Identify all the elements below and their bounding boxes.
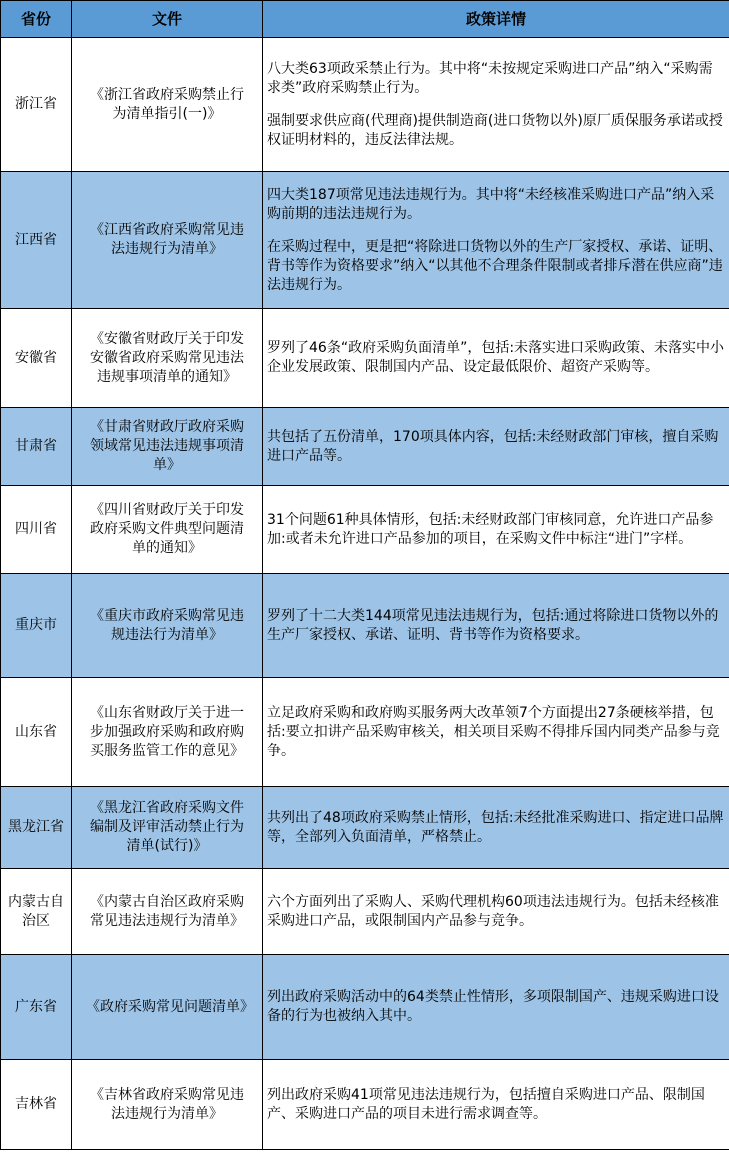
file-cell: 《江西省政府采购常见违法违规行为清单》: [72, 172, 263, 309]
file-cell: 《吉林省政府采购常见违法违规行为清单》: [72, 1060, 263, 1150]
table-header-row: [1, 1, 729, 38]
province-cell: 广东省: [1, 955, 72, 1060]
detail-paragraph: 立足政府采购和政府购买服务两大改革领7个方面提出27条硬核举措，包括:要立扣讲产品采购审核关，相关项目采购不得排斥国内同类产品参与竞争。: [267, 704, 720, 759]
detail-cell: [263, 408, 729, 486]
detail-paragraph: 罗列了十二大类144项常见违法违规行为，包括:通过将除进口货物以外的生产厂家授权、承诺、证明、背书等作为资格要求。: [267, 607, 719, 643]
detail-paragraph: 八大类63项政采禁止行为。其中将“未按规定采购进口产品”纳入“采购需求类”政府采购禁止行为。: [267, 60, 713, 96]
province-cell: 吉林省: [1, 1060, 72, 1150]
detail-paragraph: 共包括了五份清单，170项具体内容，包括:未经财政部门审核，擅自采购进口产品等。: [267, 428, 719, 464]
table-row: [1, 1060, 729, 1150]
table-row: [1, 787, 729, 869]
table-row: [1, 309, 729, 408]
detail-cell: [263, 1060, 729, 1150]
header-province: 省份: [1, 1, 72, 38]
file-cell: 《山东省财政厅关于进一步加强政府采购和政府购买服务监管工作的意见》: [72, 678, 263, 787]
province-cell: 山东省: [1, 678, 72, 787]
file-cell: 《政府采购常见问题清单》: [72, 955, 263, 1060]
file-cell: 《内蒙古自治区政府采购常见违法违规行为清单》: [72, 869, 263, 955]
table-row: [1, 486, 729, 574]
file-cell: 《重庆市政府采购常见违规违法行为清单》: [72, 574, 263, 678]
header-file: 文件: [72, 1, 263, 38]
detail-cell: [263, 869, 729, 955]
province-cell: 江西省: [1, 172, 72, 309]
table-row: [1, 38, 729, 172]
detail-cell: [263, 574, 729, 678]
file-cell: 《安徽省财政厅关于印发安徽省政府采购常见违法违规事项清单的通知》: [72, 309, 263, 408]
header-detail: 政策详情: [263, 1, 729, 38]
detail-paragraph: 四大类187项常见违法违规行为。其中将“未经核准采购进口产品”纳入采购前期的违法违规行为。: [267, 186, 715, 222]
detail-paragraph: 共列出了48项政府采购禁止情形，包括:未经批准采购进口、指定进口品牌等，全部列入负面清单，严格禁止。: [267, 809, 724, 845]
province-cell: 安徽省: [1, 309, 72, 408]
table-row: [1, 172, 729, 309]
table-row: [1, 955, 729, 1060]
detail-cell: [263, 309, 729, 408]
province-cell: 四川省: [1, 486, 72, 574]
detail-paragraph: 在采购过程中，更是把“将除进口货物以外的生产厂家授权、承诺、证明、背书等作为资格要求”纳入“以其他不合理条件限制或者排斥潜在供应商”违法违规行为。: [267, 238, 723, 293]
table-row: [1, 408, 729, 486]
detail-paragraph: 强制要求供应商(代理商)提供制造商(进口货物以外)原厂质保服务承诺或授权证明材料的，违反法律法规。: [267, 112, 723, 148]
detail-paragraph: 罗列了46条“政府采购负面清单”，包括:未落实进口采购政策、未落实中小企业发展政策、限制国内产品、设定最低限价、超资产采购等。: [267, 340, 725, 375]
detail-cell: [263, 38, 729, 172]
detail-cell: [263, 787, 729, 869]
file-cell: 《黑龙江省政府采购文件编制及评审活动禁止行为清单(试行)》: [72, 787, 263, 869]
table-row: [1, 678, 729, 787]
detail-paragraph: 六个方面列出了采购人、采购代理机构60项违法违规行为。包括未经核准采购进口产品，或限制国内产品参与竞争。: [267, 893, 719, 929]
table-row: [1, 574, 729, 678]
detail-paragraph: 列出政府采购41项常见违法违规行为，包括擅自采购进口产品、限制国产、采购进口产品的项目未进行需求调查等。: [267, 1086, 705, 1122]
detail-cell: [263, 172, 729, 309]
province-cell: 内蒙古自治区: [1, 869, 72, 955]
detail-cell: [263, 486, 729, 574]
detail-cell: [263, 955, 729, 1060]
detail-paragraph: 31个问题61种具体情形，包括:未经财政部门审核同意，允许进口产品参加:或者未允许进口产品参加的项目，在采购文件中标注“进门”字样。: [267, 511, 714, 547]
province-cell: 重庆市: [1, 574, 72, 678]
table-row: [1, 869, 729, 955]
detail-cell: [263, 678, 729, 787]
province-cell: 黑龙江省: [1, 787, 72, 869]
file-cell: 《四川省财政厅关于印发政府采购文件典型问题清单的通知》: [72, 486, 263, 574]
detail-paragraph: 列出政府采购活动中的64类禁止性情形，多项限制国产、违规采购进口设备的行为也被纳入其中。: [267, 989, 719, 1024]
province-cell: 甘肃省: [1, 408, 72, 486]
file-cell: 《甘肃省财政厅政府采购领域常见违法违规事项清单》: [72, 408, 263, 486]
file-cell: 《浙江省政府采购禁止行为清单指引(一)》: [72, 38, 263, 172]
province-cell: 浙江省: [1, 38, 72, 172]
